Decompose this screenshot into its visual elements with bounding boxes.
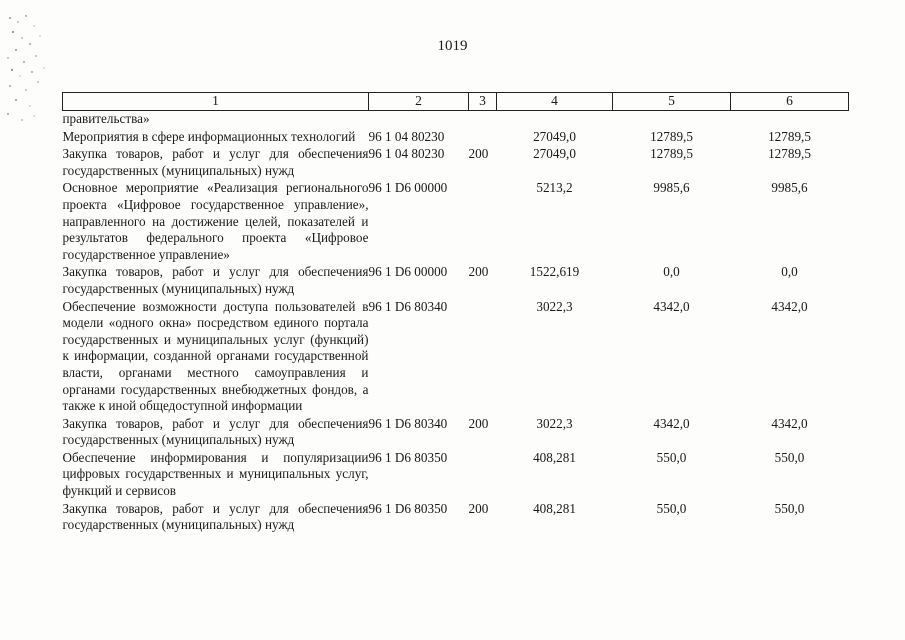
row-name: правительства» xyxy=(62,111,150,126)
row-value-col4: 408,281 xyxy=(533,449,576,465)
row-name: Закупка товаров, работ и услуг для обеспечения государственных (муниципальных) нужд xyxy=(62,264,369,296)
row-code: 96 1 04 80230 xyxy=(368,146,445,162)
row-code: 96 1 D6 00000 xyxy=(368,180,448,196)
row-name: Обеспечение возможности доступа пользователей в модели «одного окна» посредством единого портала государственных и муниципальных услуг (функций) к информации, созданной органами государственной власти, органами местного самоуправления и органами государственных внебюджетных фондов, а также к иной общедоступной информации xyxy=(62,298,369,414)
budget-table xyxy=(62,92,849,535)
column-header-1: 1 xyxy=(63,93,369,111)
row-value-col6: 4342,0 xyxy=(771,415,808,431)
row-code xyxy=(369,111,469,129)
table-header-row xyxy=(63,93,849,111)
row-value-col6: 9985,6 xyxy=(771,180,808,196)
page-number: 1019 xyxy=(437,38,468,54)
row-value-col5: 4342,0 xyxy=(653,415,690,431)
row-type xyxy=(469,129,497,147)
row-type: 200 xyxy=(468,415,489,431)
table-row xyxy=(63,299,849,416)
column-header-4: 4 xyxy=(497,93,613,111)
row-value-col6: 550,0 xyxy=(774,449,805,465)
row-value-col5: 550,0 xyxy=(656,500,687,516)
table-row xyxy=(63,146,849,180)
row-code: 96 1 D6 80350 xyxy=(368,500,448,516)
row-value-col5 xyxy=(613,111,731,129)
row-value-col4: 5213,2 xyxy=(536,180,573,196)
row-name: Закупка товаров, работ и услуг для обеспечения государственных (муниципальных) нужд xyxy=(62,415,369,448)
table-row xyxy=(63,129,849,147)
table-row xyxy=(63,450,849,501)
row-code: 96 1 D6 80340 xyxy=(368,415,448,431)
row-value-col5: 4342,0 xyxy=(653,298,690,314)
row-value-col5: 550,0 xyxy=(656,449,687,465)
table-row xyxy=(63,416,849,450)
row-name: Мероприятия в сфере информационных технологий xyxy=(62,128,356,144)
row-value-col6: 550,0 xyxy=(774,500,805,516)
row-value-col5: 12789,5 xyxy=(650,146,693,162)
row-type: 200 xyxy=(468,264,489,280)
row-value-col4: 3022,3 xyxy=(536,298,573,314)
row-value-col4: 27049,0 xyxy=(533,146,576,162)
row-value-col4: 27049,0 xyxy=(533,128,576,144)
row-value-col6: 12789,5 xyxy=(768,128,811,144)
row-code: 96 1 D6 80340 xyxy=(368,298,448,314)
row-name: Закупка товаров, работ и услуг для обеспечения государственных (муниципальных) нужд xyxy=(62,500,369,533)
row-code: 96 1 D6 80350 xyxy=(368,449,448,465)
row-type: 200 xyxy=(468,146,489,162)
column-header-3: 3 xyxy=(469,93,497,111)
column-header-5: 5 xyxy=(613,93,731,111)
row-type xyxy=(469,450,497,501)
row-type xyxy=(469,180,497,264)
row-value-col4: 1522,619 xyxy=(529,264,580,280)
table-row xyxy=(63,180,849,264)
row-name: Закупка товаров, работ и услуг для обеспечения государственных (муниципальных) нужд xyxy=(62,146,369,178)
row-type: 200 xyxy=(468,500,489,516)
row-type xyxy=(469,299,497,416)
row-value-col4: 408,281 xyxy=(533,500,576,516)
table-row xyxy=(63,264,849,298)
row-value-col5: 12789,5 xyxy=(650,128,693,144)
table-row xyxy=(63,501,849,535)
row-value-col4 xyxy=(497,111,613,129)
column-header-2: 2 xyxy=(369,93,469,111)
row-value-col6: 4342,0 xyxy=(771,298,808,314)
row-value-col6: 0,0 xyxy=(781,264,798,280)
row-value-col4: 3022,3 xyxy=(536,415,573,431)
table-row xyxy=(63,111,849,129)
row-value-col6 xyxy=(731,111,849,129)
row-name: Обеспечение информирования и популяризации цифровых государственных и муниципальных услуг, функций и сервисов xyxy=(62,449,369,499)
row-code: 96 1 D6 00000 xyxy=(368,264,448,280)
scan-artifact xyxy=(4,10,56,130)
row-value-col6: 12789,5 xyxy=(768,146,811,162)
row-name: Основное мероприятие «Реализация регионального проекта «Цифровое государственное управление», направленного на достижение целей, показателей и результатов федерального проекта «Цифровое государственное управление» xyxy=(62,180,369,262)
row-type xyxy=(469,111,497,129)
row-code: 96 1 04 80230 xyxy=(368,128,445,144)
row-value-col5: 9985,6 xyxy=(653,180,690,196)
row-value-col5: 0,0 xyxy=(663,264,680,280)
column-header-6: 6 xyxy=(731,93,849,111)
